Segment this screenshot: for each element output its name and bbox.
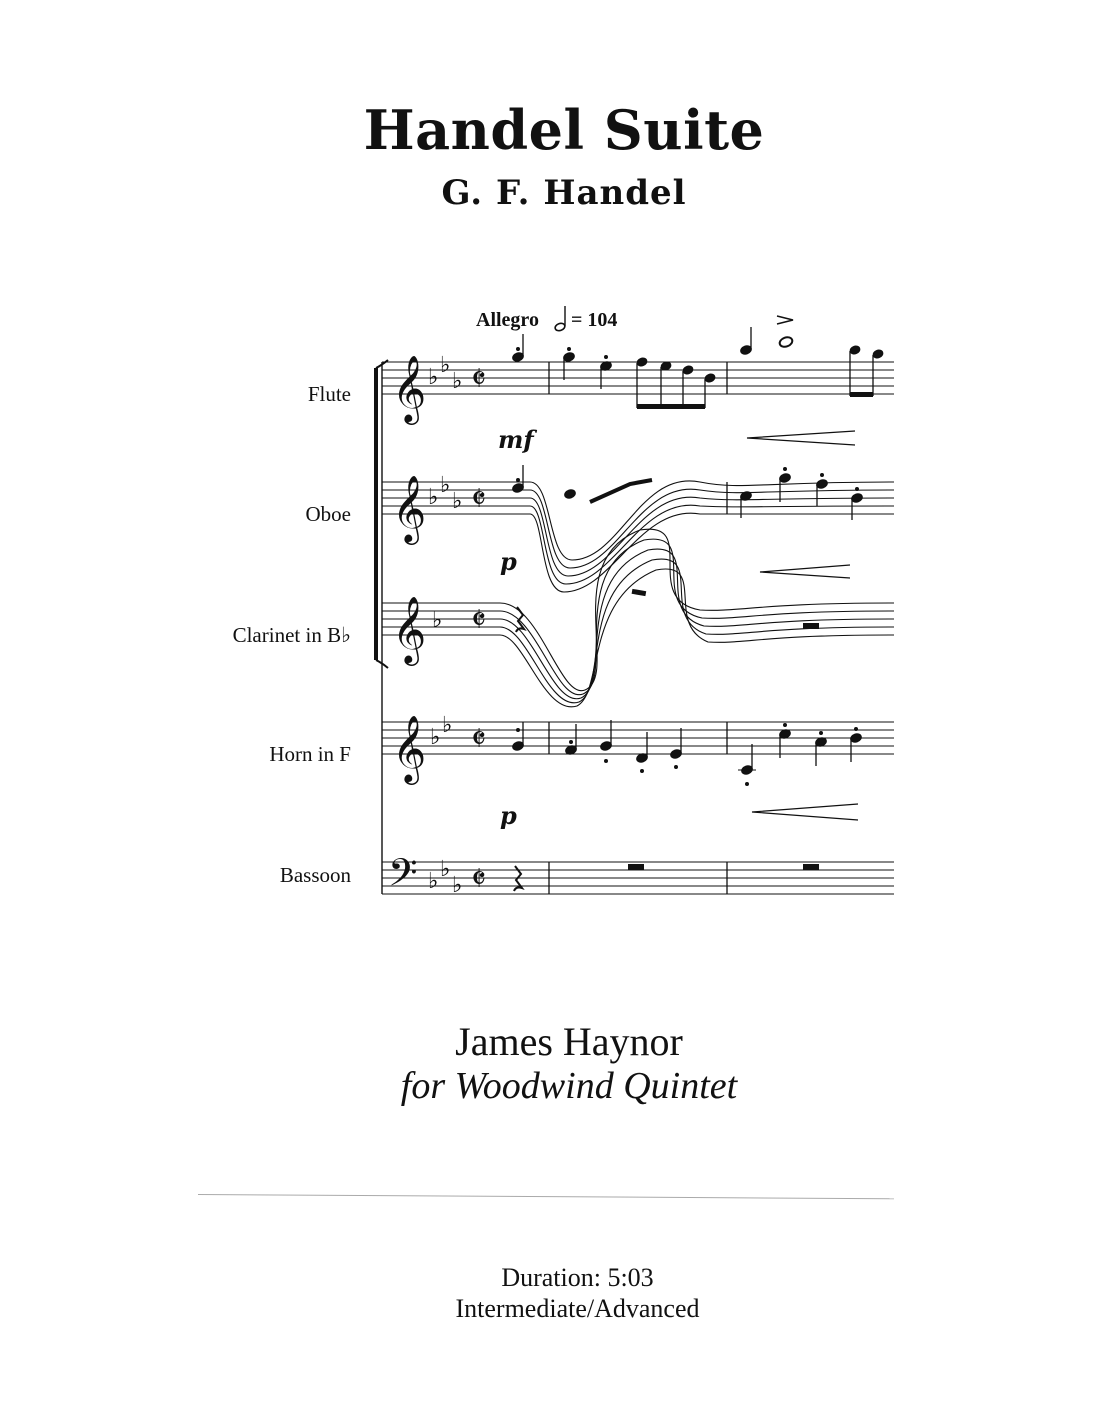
svg-text:♭: ♭ (452, 489, 463, 514)
difficulty-level: Intermediate/Advanced (455, 1294, 700, 1323)
svg-text:♭: ♭ (430, 725, 441, 750)
svg-text:♭: ♭ (452, 369, 463, 394)
svg-text:♭: ♭ (440, 473, 451, 498)
hairpin-crescendo (760, 565, 850, 578)
title: Handel Suite (363, 98, 765, 162)
svg-text:♭: ♭ (428, 365, 439, 390)
dynamic-oboe: p (500, 547, 517, 576)
notes-oboe (511, 465, 863, 596)
tempo-value: = 104 (571, 309, 618, 331)
tempo-text: Allegro (476, 309, 539, 331)
svg-text:♭: ♭ (440, 353, 451, 378)
treble-clef-icon: 𝄞 (392, 714, 427, 782)
svg-text:♭: ♭ (440, 857, 451, 882)
instrument-label-clarinet: Clarinet in B♭ (232, 623, 351, 647)
notes-clarinet (516, 607, 819, 632)
half-note-icon (554, 306, 566, 332)
dynamic-flute: mf (498, 425, 534, 454)
bass-clef-icon: 𝄢 (388, 850, 418, 904)
treble-clef-icon: 𝄞 (392, 474, 427, 542)
staff-clarinet (382, 529, 894, 707)
treble-clef-icon: 𝄞 (392, 354, 427, 422)
dynamic-horn: p (500, 801, 517, 830)
hairpin-crescendo (752, 804, 858, 820)
barlines (549, 362, 727, 894)
instrument-label-bassoon: Bassoon (279, 863, 351, 887)
composer: G. F. Handel (441, 173, 687, 213)
time-signature-icon: 𝄵 (471, 859, 487, 899)
treble-clef-icon: 𝄞 (392, 595, 427, 663)
svg-text:♭: ♭ (428, 485, 439, 510)
arranger-name: James Haynor (455, 1019, 683, 1064)
hairpin-crescendo (747, 431, 855, 445)
svg-text:♭: ♭ (428, 869, 439, 894)
time-signature-icon: 𝄵 (471, 479, 487, 519)
key-signature-oboe (428, 473, 462, 514)
key-signature-flute (428, 353, 462, 394)
time-signature-icon: 𝄵 (471, 600, 487, 640)
time-signature-icon: 𝄵 (471, 359, 487, 399)
key-signature-clarinet (432, 608, 442, 633)
key-signature-horn (430, 713, 452, 750)
staff-horn (382, 722, 894, 754)
svg-text:♭: ♭ (432, 608, 443, 633)
instrument-label-oboe: Oboe (305, 502, 351, 526)
duration: Duration: 5:03 (501, 1263, 654, 1292)
svg-text:♭: ♭ (452, 873, 463, 898)
time-signature-icon: 𝄵 (471, 719, 487, 759)
svg-text:♭: ♭ (442, 713, 453, 738)
key-signature-bassoon (428, 857, 462, 898)
subtitle: for Woodwind Quintet (400, 1065, 738, 1107)
instrument-label-horn: Horn in F (269, 742, 351, 766)
instrument-label-flute: Flute (307, 382, 351, 406)
